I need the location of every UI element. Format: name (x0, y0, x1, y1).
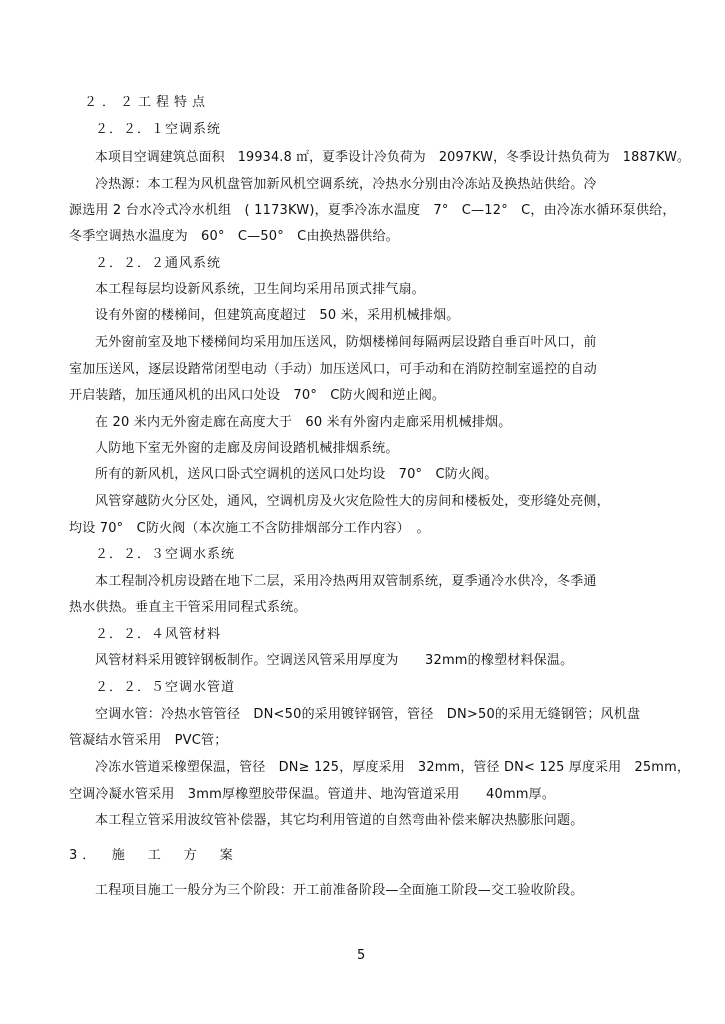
paragraph-line: 冷热源：本工程为风机盘管加新风机空调系统，冷热水分别由冷冻站及换热站供给。冷 (95, 177, 597, 192)
paragraph-line: 工程项目施工一般分为三个阶段：开工前准备阶段—全面施工阶段—交工验收阶段。 (95, 883, 584, 898)
paragraph-line: 本工程立管采用波纹管补偿器，其它均利用管道的自然弯曲补偿来解决热膨胀问题。 (95, 813, 584, 828)
page-number: 5 (357, 948, 366, 963)
paragraph-line: 开启装踏，加压通风机的出风口处设 70° C防火阀和逆止阀。 (69, 388, 446, 403)
section-2-2-heading: ２．２工程特点 (84, 95, 211, 110)
paragraph-line: 无外窗前室及地下楼梯间均采用加压送风，防烟楼梯间每隔两层设踏自垂百叶风口，前 (95, 335, 597, 350)
paragraph-line: 冬季空调热水温度为 60° C—50° C由换热器供给。 (69, 229, 399, 244)
paragraph-line: 空调冷凝水管采用 3mm厚橡塑胶带保温。管道井、地沟管道采用 40mm厚。 (69, 787, 556, 802)
paragraph-line: 在 20 米内无外窗走廊在高度大于 60 米有外窗内走廊采用机械排烟。 (95, 415, 512, 430)
section-2-2-1-heading: ２．２．１空调系统 (95, 122, 222, 137)
section-2-2-3-heading: ２．２．３空调水系统 (95, 547, 236, 562)
paragraph-line: 室加压送风，逐层设踏常闭型电动（手动）加压送风口，可手动和在消防控制室遥控的自动 (69, 362, 598, 377)
paragraph-line: 本项目空调建筑总面积 19934.8 ㎡，夏季设计冷负荷为 2097KW，冬季设计热负荷为 1887KW。 (95, 150, 691, 165)
section-2-2-2-heading: ２．２．２通风系统 (95, 256, 222, 271)
paragraph-line: 均设 70° C防火阀（本次施工不含防排烟部分工作内容） 。 (69, 521, 430, 536)
section-2-2-4-heading: ２．２．４风管材料 (95, 627, 222, 642)
paragraph-line: 空调水管：冷热水管管径 DN<50的采用镀锌钢管，管径 DN>50的采用无缝钢管；风机盘 (95, 707, 641, 722)
paragraph-line: 人防地下室无外窗的走廊及房间设踏机械排烟系统。 (95, 441, 399, 456)
paragraph-line: 热水供热。垂直主干管采用同程式系统。 (69, 600, 307, 615)
paragraph-line: 本工程制冷机房设踏在地下二层，采用冷热两用双管制系统，夏季通冷水供冷，冬季通 (95, 574, 597, 589)
section-3-heading: 3． 施 工 方 案 (69, 848, 238, 863)
paragraph-line: 设有外窗的楼梯间，但建筑高度超过 50 米，采用机械排烟。 (95, 308, 460, 323)
paragraph-line: 管凝结水管采用 PVC管； (69, 733, 228, 748)
section-2-2-5-heading: ２．２．５空调水管道 (95, 680, 236, 695)
paragraph-line: 所有的新风机，送风口卧式空调机的送风口处均设 70° C防火阀。 (95, 467, 498, 482)
paragraph-line: 风管穿越防火分区处，通风，空调机房及火灾危险性大的房间和楼板处，变形缝处亮侧， (95, 494, 610, 509)
paragraph-line: 风管材料采用镀锌钢板制作。空调送风管采用厚度为 32mm的橡塑材料保温。 (95, 653, 574, 668)
paragraph-line: 源选用 2 台水冷式冷水机组 ( 1173KW)，夏季冷冻水温度 7° C—12° C，由冷冻水循环泵供给， (69, 203, 676, 218)
paragraph-line: 本工程每层均设新风系统，卫生间均采用吊顶式排气扇。 (95, 282, 426, 297)
paragraph-line: 冷冻水管道采橡塑保温，管径 DN≥ 125，厚度采用 32mm，管径 DN< 125 厚度采用 25mm， (95, 760, 690, 775)
